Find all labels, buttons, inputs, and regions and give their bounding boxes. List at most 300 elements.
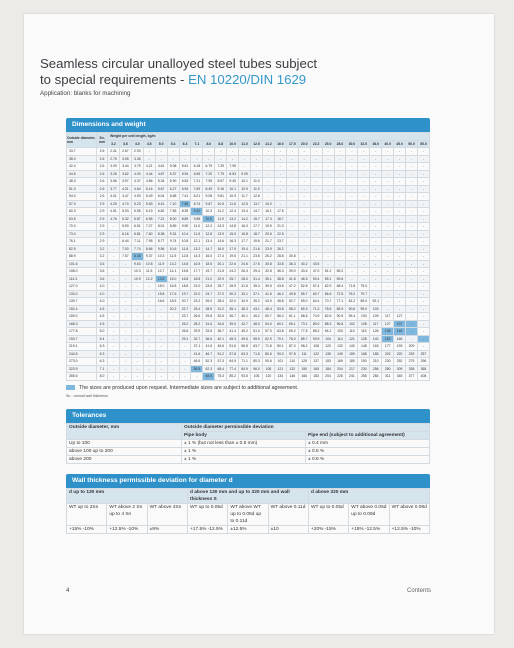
- wall-thickness-header: 55.0: [417, 140, 429, 148]
- weight-cell: -: [310, 148, 322, 156]
- weight-cell: 5.23: [131, 200, 143, 208]
- weight-cell: 55.9: [251, 335, 263, 343]
- weight-cell: 29.9: [191, 328, 203, 336]
- weight-cell: 5.90: [167, 178, 179, 186]
- weight-cell: -: [155, 365, 167, 373]
- weight-cell: 14.7: [251, 208, 263, 216]
- weight-cell: 77.4: [227, 365, 239, 373]
- legend: [66, 385, 426, 391]
- weight-cell: 4.00: [131, 170, 143, 178]
- weight-cell: 5.37: [167, 170, 179, 178]
- weight-cell: 25.4: [191, 305, 203, 313]
- weight-cell: 50.7: [262, 313, 274, 321]
- weight-cell: 19.4: [239, 245, 251, 253]
- od-cell: 70.0: [67, 223, 97, 231]
- sn-cell: 7.1: [97, 365, 108, 373]
- weight-cell: -: [394, 193, 406, 201]
- weight-cell: 80.1: [274, 343, 286, 351]
- sn-cell: 4.0: [97, 283, 108, 291]
- weight-cell: 80.6: [262, 350, 274, 358]
- weight-cell: 18.8: [191, 275, 203, 283]
- weight-cell: 7.79: [215, 170, 227, 178]
- weight-cell: 21.7: [262, 238, 274, 246]
- table-row: [67, 230, 430, 238]
- weight-cell: -: [382, 283, 394, 291]
- weight-cell: 18.7: [274, 215, 286, 223]
- weight-cell: -: [417, 163, 429, 171]
- weight-cell: 4.61: [155, 163, 167, 171]
- wall-thickness-header: 50.0: [406, 140, 418, 148]
- weight-cell: 275: [406, 358, 418, 366]
- weight-cell: 93.9: [310, 335, 322, 343]
- weight-cell: 13.3: [215, 223, 227, 231]
- weight-cell: 75.3: [215, 373, 227, 381]
- weight-cell: -: [262, 193, 274, 201]
- weight-cell: 33.1: [239, 290, 251, 298]
- weight-cell: -: [131, 328, 143, 336]
- weight-cell: 41.6: [262, 290, 274, 298]
- weight-cell: 31.2: [215, 305, 227, 313]
- weight-cell: -: [119, 268, 131, 276]
- od-cell: 76.1: [67, 238, 97, 246]
- weight-cell: 220: [394, 350, 406, 358]
- weight-cell: -: [322, 155, 334, 163]
- weight-cell: -: [167, 313, 179, 321]
- weight-cell: -: [370, 253, 382, 261]
- od-cell: 159.0: [67, 313, 97, 321]
- weight-cell: 18.5: [167, 298, 179, 306]
- weight-cell: 7.41: [179, 193, 191, 201]
- weight-cell: -: [406, 253, 418, 261]
- weight-cell: -: [167, 320, 179, 328]
- weight-cell: 9.45: [227, 178, 239, 186]
- weight-cell: 9.67: [203, 200, 215, 208]
- title-line-2: to special requirements: [40, 72, 177, 87]
- weight-cell: -: [251, 170, 263, 178]
- weight-cell: -: [143, 290, 155, 298]
- weight-cell: -: [322, 193, 334, 201]
- od-cell: 54.0: [67, 193, 97, 201]
- weight-cell: 32.7: [191, 335, 203, 343]
- weight-cell: 95.4: [346, 313, 358, 321]
- weight-cell: -: [406, 245, 418, 253]
- weight-cell: 103: [370, 305, 382, 313]
- weight-cell: -: [131, 298, 143, 306]
- weight-cell: -: [370, 260, 382, 268]
- od-cell: 244.5: [67, 350, 97, 358]
- weight-cell: 190: [358, 358, 370, 366]
- weight-cell: 5.67: [155, 185, 167, 193]
- weight-cell: -: [179, 343, 191, 351]
- weight-cell: 7.10: [167, 200, 179, 208]
- weight-cell: 80.0: [310, 320, 322, 328]
- weight-cell: 55.7: [298, 290, 310, 298]
- weight-cell: 8.49: [203, 185, 215, 193]
- weight-cell: 10.6: [167, 245, 179, 253]
- dimensions-heading: Dimensions and weight: [66, 118, 430, 132]
- weight-cell: -: [262, 170, 274, 178]
- od-cell: 82.5: [67, 245, 97, 253]
- weight-cell: 127: [394, 313, 406, 321]
- weight-cell: -: [382, 290, 394, 298]
- weight-cell: -: [334, 238, 346, 246]
- weight-cell: 7.60: [143, 230, 155, 238]
- weight-cell: -: [131, 290, 143, 298]
- weight-cell: -: [119, 305, 131, 313]
- weight-cell: -: [382, 148, 394, 156]
- weight-cell: 73.1: [298, 320, 310, 328]
- weight-cell: -: [334, 223, 346, 231]
- weight-cell: 94.2: [322, 328, 334, 336]
- weight-cell: 193: [394, 343, 406, 351]
- weight-cell: 100: [358, 313, 370, 321]
- weight-cell: 20.2: [167, 305, 179, 313]
- weight-cell: -: [394, 253, 406, 261]
- weight-cell: 12.4: [227, 208, 239, 216]
- weight-cell: -: [346, 223, 358, 231]
- weight-cell: -: [131, 350, 143, 358]
- sn-cell: 3.6: [97, 260, 108, 268]
- weight-cell: 9.74: [167, 238, 179, 246]
- weight-cell: -: [286, 245, 298, 253]
- weight-cell: -: [143, 343, 155, 351]
- weight-cell: 11.0: [251, 178, 263, 186]
- weight-cell: 9.88: [191, 215, 203, 223]
- wall-thickness-header: 25.0: [322, 140, 334, 148]
- table-row: [67, 200, 430, 208]
- weight-cell: 149: [334, 350, 346, 358]
- weight-cell: -: [346, 245, 358, 253]
- weight-cell: 180: [346, 358, 358, 366]
- weight-cell: -: [310, 238, 322, 246]
- weight-cell: 11.7: [239, 193, 251, 201]
- weight-cell: 104: [322, 335, 334, 343]
- weight-cell: 32.8: [262, 268, 274, 276]
- od-cell: 273.0: [67, 358, 97, 366]
- weight-cell: 15.0: [262, 200, 274, 208]
- weight-cell: 52.3: [203, 358, 215, 366]
- weight-cell: 14.7: [203, 245, 215, 253]
- weight-cell: -: [143, 358, 155, 366]
- weight-cell: 25.7: [215, 283, 227, 291]
- weight-cell: 338: [406, 365, 418, 373]
- weight-cell: 152: [382, 335, 394, 343]
- weight-cell: -: [382, 298, 394, 306]
- weight-cell: 48.4: [262, 305, 274, 313]
- standard-reference: EN 10220/DIN 1629: [188, 72, 307, 87]
- weight-cell: -: [417, 313, 429, 321]
- weight-cell: -: [334, 260, 346, 268]
- weight-cell: -: [131, 358, 143, 366]
- od-cell: 114.3: [67, 275, 97, 283]
- weight-cell: 3.26: [108, 170, 120, 178]
- weight-cell: 7.95: [203, 178, 215, 186]
- weight-cell: 184: [322, 365, 334, 373]
- weight-cell: 3.56: [108, 178, 120, 186]
- od-cell: 108.0: [67, 268, 97, 276]
- weight-cell: 148: [394, 328, 406, 336]
- weight-cell: -: [370, 193, 382, 201]
- weight-cell: 85.2: [310, 328, 322, 336]
- weight-cell: 43.1: [251, 305, 263, 313]
- od-cell: 44.5: [67, 170, 97, 178]
- weight-cell: 41.6: [191, 350, 203, 358]
- weight-cell: -: [417, 148, 429, 156]
- weight-cell: -: [358, 148, 370, 156]
- weight-cell: -: [406, 215, 418, 223]
- sn-cell: 2.9: [97, 200, 108, 208]
- sn-cell: 3.2: [97, 245, 108, 253]
- weight-cell: 36.3: [286, 260, 298, 268]
- weight-cell: -: [394, 185, 406, 193]
- weight-cell: -: [406, 148, 418, 156]
- od-cell: 57.0: [67, 200, 97, 208]
- weight-cell: 63.7: [251, 343, 263, 351]
- weight-cell: 6.04: [155, 193, 167, 201]
- weight-cell: -: [179, 358, 191, 366]
- weight-cell: 7.69: [191, 185, 203, 193]
- weight-cell: -: [322, 178, 334, 186]
- weight-cell: 7.95: [227, 163, 239, 171]
- weight-cell: -: [298, 163, 310, 171]
- weight-cell: 79.7: [358, 290, 370, 298]
- sn-cell: 5.0: [97, 328, 108, 336]
- weight-cell: 17.7: [191, 268, 203, 276]
- weight-cell: 29.8: [203, 313, 215, 321]
- weight-cell: -: [179, 155, 191, 163]
- weight-cell: 42.7: [239, 320, 251, 328]
- weight-cell: -: [227, 155, 239, 163]
- weight-cell: 80.3: [251, 358, 263, 366]
- weight-cell: -: [322, 170, 334, 178]
- tol-cell: Up to 100: [67, 440, 182, 448]
- weight-cell: 35.1: [227, 305, 239, 313]
- weight-cell: 12.5: [239, 200, 251, 208]
- weight-cell: 11.9: [215, 215, 227, 223]
- weight-cell: -: [108, 230, 120, 238]
- weight-cell: 17.3: [262, 215, 274, 223]
- weight-cell: -: [417, 178, 429, 186]
- weight-cell: -: [298, 148, 310, 156]
- title-dash: -: [176, 72, 189, 87]
- weight-cell: -: [310, 163, 322, 171]
- weight-cell: -: [155, 155, 167, 163]
- weight-cell: -: [131, 373, 143, 381]
- weight-cell: -: [358, 178, 370, 186]
- weight-cell: 12.1: [191, 238, 203, 246]
- weight-cell: 46.7: [203, 350, 215, 358]
- weight-cell: 57.8: [227, 350, 239, 358]
- weight-cell: 43.4: [298, 268, 310, 276]
- weight-cell: 9.16: [215, 185, 227, 193]
- weight-cell: -: [108, 268, 120, 276]
- weight-cell: -: [417, 170, 429, 178]
- weight-cell: -: [155, 320, 167, 328]
- weight-cell: 17.7: [251, 223, 263, 231]
- wall-thickness-header: 4.0: [131, 140, 143, 148]
- weight-cell: 23.2: [191, 298, 203, 306]
- weight-cell: 4.87: [155, 170, 167, 178]
- weight-cell: 85.7: [298, 335, 310, 343]
- weight-cell: -: [286, 208, 298, 216]
- weight-cell: -: [406, 335, 418, 343]
- wall-col-header: WT above 0.05d up to 0.09d: [349, 504, 389, 526]
- weight-cell: 56.5: [239, 343, 251, 351]
- wall-value: ±10: [268, 526, 308, 534]
- sn-note: Sn - normal wall thickness: [66, 394, 108, 398]
- weight-cell: 75.0: [358, 283, 370, 291]
- weight-cell: -: [334, 245, 346, 253]
- weight-cell: 4.44: [143, 170, 155, 178]
- weight-cell: -: [417, 260, 429, 268]
- weight-cell: -: [334, 208, 346, 216]
- weight-cell: 5.61: [179, 163, 191, 171]
- weight-cell: 96.8: [334, 320, 346, 328]
- weight-cell: -: [382, 193, 394, 201]
- weight-cell: -: [322, 200, 334, 208]
- weight-cell: 68.6: [203, 373, 215, 381]
- weight-cell: 28.5: [203, 305, 215, 313]
- contents-link[interactable]: Contents: [407, 588, 432, 594]
- weight-cell: 19.6: [251, 238, 263, 246]
- weight-cell: 6.55: [191, 170, 203, 178]
- weight-cell: 92.1: [370, 298, 382, 306]
- weight-cell: -: [346, 200, 358, 208]
- weight-cell: -: [108, 238, 120, 246]
- table-row: [67, 358, 430, 366]
- weight-cell: 33.5: [203, 328, 215, 336]
- wall-thickness-header: 3.6: [119, 140, 131, 148]
- od-cell: 51.0: [67, 185, 97, 193]
- table-row: [67, 238, 430, 246]
- weight-cell: -: [358, 238, 370, 246]
- weight-cell: -: [108, 358, 120, 366]
- weight-cell: 6.82: [155, 208, 167, 216]
- weight-cell: -: [310, 193, 322, 201]
- weight-cell: -: [215, 148, 227, 156]
- weight-cell: 26.0: [203, 298, 215, 306]
- weight-cell: 150: [298, 365, 310, 373]
- weight-cell: 120: [262, 373, 274, 381]
- weight-cell: 9.08: [203, 193, 215, 201]
- weight-cell: -: [394, 283, 406, 291]
- weight-cell: -: [179, 350, 191, 358]
- weight-cell: 7.00: [119, 245, 131, 253]
- weight-cell: -: [298, 230, 310, 238]
- weight-cell: 64.9: [227, 358, 239, 366]
- sn-cell: 2.9: [97, 230, 108, 238]
- weight-cell: 109: [370, 313, 382, 321]
- weight-cell: -: [334, 200, 346, 208]
- weight-cell: 365: [417, 365, 429, 373]
- weight-cell: -: [298, 193, 310, 201]
- sn-cell: 2.6: [97, 163, 108, 171]
- weight-cell: -: [179, 373, 191, 381]
- weight-cell: 27.0: [215, 290, 227, 298]
- weight-cell: 81.2: [346, 298, 358, 306]
- weight-cell: 46.6: [191, 358, 203, 366]
- weight-cell: -: [108, 350, 120, 358]
- weight-cell: -: [167, 335, 179, 343]
- weight-cell: 78.5: [322, 305, 334, 313]
- weight-cell: -: [406, 268, 418, 276]
- weight-cell: -: [346, 275, 358, 283]
- weight-cell: 96.0: [251, 365, 263, 373]
- weight-cell: -: [346, 253, 358, 261]
- weight-cell: -: [298, 155, 310, 163]
- weight-cell: 36.7: [227, 313, 239, 321]
- weight-cell: -: [370, 208, 382, 216]
- wall-col-header: WT up to 2Sn: [67, 504, 107, 526]
- weight-cell: 90.5: [334, 313, 346, 321]
- weight-cell: 134: [274, 373, 286, 381]
- weight-cell: 12.8: [179, 253, 191, 261]
- weight-cell: -: [310, 230, 322, 238]
- weight-cell: 25.2: [179, 320, 191, 328]
- weight-cell: 31.4: [251, 275, 263, 283]
- weight-cell: -: [143, 320, 155, 328]
- weight-cell: 39.0: [286, 268, 298, 276]
- weight-cell: 34.9: [239, 298, 251, 306]
- weight-cell: 202: [382, 350, 394, 358]
- wall-thickness-header: 8.8: [215, 140, 227, 148]
- weight-cell: 22.7: [179, 305, 191, 313]
- weight-cell: 5.34: [155, 178, 167, 186]
- weight-cell: 40.1: [215, 335, 227, 343]
- wall-thickness-header: 17.5: [286, 140, 298, 148]
- weight-cell: 21.6: [251, 245, 263, 253]
- weight-cell: -: [370, 215, 382, 223]
- weight-cell: -: [370, 283, 382, 291]
- tol-col-group: Outside diameter permissible deviation: [182, 424, 430, 432]
- weight-cell: 24.7: [203, 290, 215, 298]
- wall-col-header: WT above 4Sn: [147, 504, 187, 526]
- weight-cell: -: [417, 223, 429, 231]
- weight-cell: 60.1: [274, 320, 286, 328]
- weight-cell: 76.0: [286, 335, 298, 343]
- weight-cell: -: [370, 155, 382, 163]
- weight-cell: -: [131, 343, 143, 351]
- table-row: [67, 440, 430, 448]
- wall-value: +15% -10%: [67, 526, 107, 534]
- weight-cell: 39.0: [227, 320, 239, 328]
- weight-cell: 159: [346, 350, 358, 358]
- weight-cell: 11.5: [191, 230, 203, 238]
- weight-cell: 7.11: [131, 238, 143, 246]
- weight-cell: -: [286, 238, 298, 246]
- weight-cell: 377: [406, 373, 418, 381]
- weight-cell: 55.1: [322, 275, 334, 283]
- od-cell: 33.7: [67, 148, 97, 156]
- weight-cell: 3.44: [119, 163, 131, 171]
- weight-cell: 43.8: [274, 283, 286, 291]
- weight-cell: 5.03: [119, 208, 131, 216]
- weight-cell: 5.49: [143, 193, 155, 201]
- weight-cell: -: [179, 365, 191, 373]
- weight-cell: -: [167, 328, 179, 336]
- weight-cell: 15.0: [155, 283, 167, 291]
- weight-cell: 2.93: [131, 148, 143, 156]
- weight-cell: 3.97: [119, 178, 131, 186]
- table-row: [67, 328, 430, 336]
- weight-cell: 23.7: [274, 238, 286, 246]
- weight-cell: -: [203, 155, 215, 163]
- weight-cell: 21.5: [215, 268, 227, 276]
- weight-cell: -: [251, 148, 263, 156]
- weight-cell: 76.2: [346, 290, 358, 298]
- weight-cell: -: [143, 155, 155, 163]
- weight-cell: 185: [370, 350, 382, 358]
